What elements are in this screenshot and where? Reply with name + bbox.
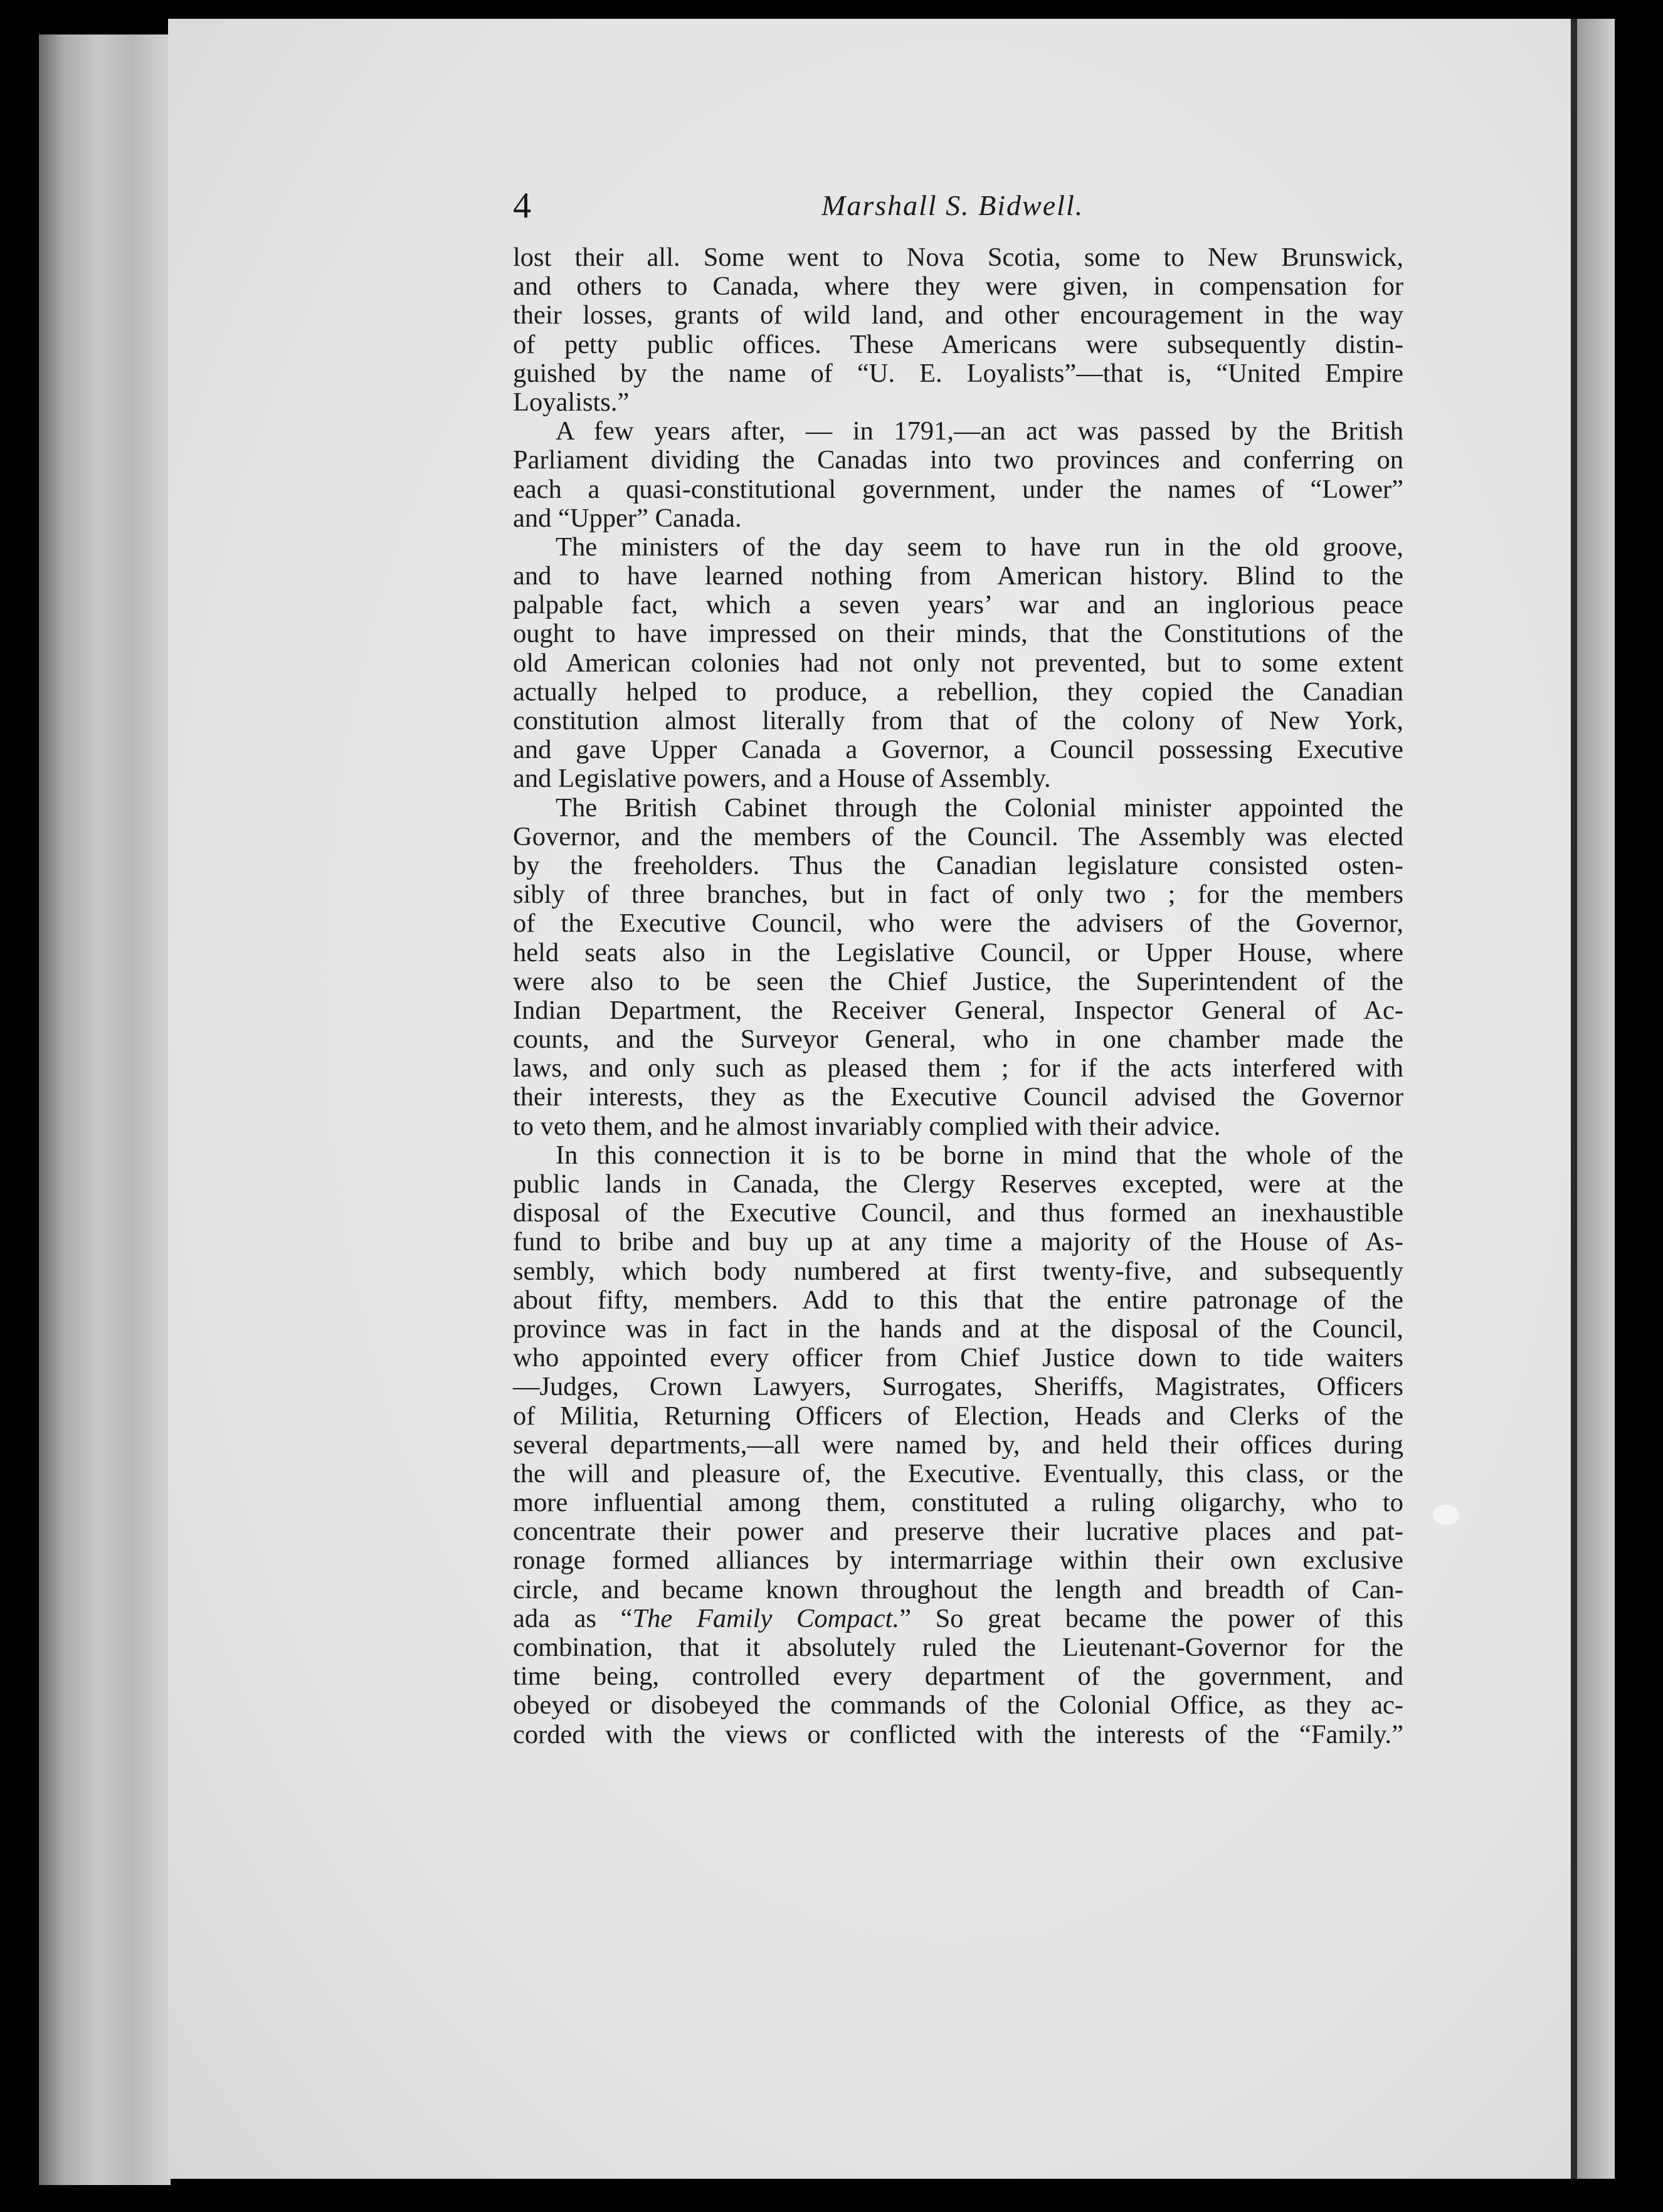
text-line: more influential among them, constituted a ruling oligarchy, who to bbox=[513, 1488, 1403, 1518]
text-line: and Legislative powers, and a House of Assembly. bbox=[513, 764, 1051, 794]
text-line: sibly of three branches, but in fact of only two ; for the members bbox=[513, 880, 1403, 910]
text-line: —Judges, Crown Lawyers, Surrogates, Sheriffs, Magistrates, Officers bbox=[513, 1372, 1403, 1402]
text-line: about fifty, members. Add to this that the entire patronage of the bbox=[513, 1285, 1403, 1315]
text-line: guished by the name of “U. E. Loyalists”—that is, “United Empire bbox=[513, 358, 1403, 388]
text-line: lost their all. Some went to Nova Scotia, some to New Brunswick, bbox=[513, 243, 1403, 272]
italic-phrase: The Family Compact. bbox=[632, 1603, 900, 1633]
text-line: who appointed every officer from Chief Justice down to tide waiters bbox=[513, 1343, 1403, 1373]
text-line: old American colonies had not only not prevented, but to some extent bbox=[513, 648, 1403, 678]
text-line: In this connection it is to be borne in mind that the whole of the bbox=[556, 1140, 1403, 1170]
page-right-edge bbox=[1571, 19, 1577, 2179]
text-line: the will and pleasure of, the Executive. Eventually, this class, or the bbox=[513, 1458, 1403, 1488]
book-binding-edge bbox=[39, 34, 171, 2185]
text-line: combination, that it absolutely ruled the Lieutenant-Governor for the bbox=[513, 1633, 1403, 1662]
text-line: laws, and only such as pleased them ; for if the acts interfered with bbox=[513, 1053, 1403, 1083]
body-text bbox=[513, 243, 1403, 1761]
text-line: Parliament dividing the Canadas into two provinces and conferring on bbox=[513, 445, 1403, 475]
text-line: public lands in Canada, the Clergy Reserves excepted, were at the bbox=[513, 1169, 1403, 1199]
text-line: concentrate their power and preserve their lucrative places and pat- bbox=[513, 1517, 1403, 1547]
text-line: and gave Upper Canada a Governor, a Council possessing Executive bbox=[513, 735, 1403, 765]
text-line: circle, and became known throughout the length and breadth of Can- bbox=[513, 1574, 1403, 1604]
text-line: to veto them, and he almost invariably complied with their advice. bbox=[513, 1111, 1221, 1141]
text-line: sembly, which body numbered at first twenty-five, and subsequently bbox=[513, 1256, 1403, 1286]
text-line: and “Upper” Canada. bbox=[513, 503, 742, 533]
text-line: held seats also in the Legislative Council, or Upper House, where bbox=[513, 937, 1403, 967]
next-page-edge bbox=[1577, 19, 1615, 2179]
page-number: 4 bbox=[513, 185, 531, 226]
text-line: time being, controlled every department of the government, and bbox=[513, 1662, 1403, 1692]
text-line: obeyed or disobeyed the commands of the Colonial Office, as they ac- bbox=[513, 1690, 1403, 1720]
text-line: by the freeholders. Thus the Canadian legislature consisted osten- bbox=[513, 850, 1403, 880]
text-segment: ada as “ bbox=[513, 1603, 633, 1633]
text-line: and to have learned nothing from American history. Blind to the bbox=[513, 561, 1403, 591]
text-line: were also to be seen the Chief Justice, the Superintendent of the bbox=[513, 966, 1403, 996]
scan-speck bbox=[1433, 1505, 1459, 1525]
text-segment: ” So great became the power of this bbox=[899, 1603, 1404, 1633]
text-line: Governor, and the members of the Council. The Assembly was elected bbox=[513, 821, 1403, 851]
text-line: The ministers of the day seem to have run in the old groove, bbox=[556, 532, 1403, 562]
text-line-compact bbox=[513, 1604, 1403, 1633]
text-line: disposal of the Executive Council, and thus formed an inexhaustible bbox=[513, 1198, 1403, 1228]
text-line: their losses, grants of wild land, and other encouragement in the way bbox=[513, 300, 1403, 330]
text-line: ought to have impressed on their minds, that the Constitutions of the bbox=[513, 619, 1403, 649]
text-line: Loyalists.” bbox=[513, 387, 630, 417]
text-line: several departments,—all were named by, and held their offices during bbox=[513, 1430, 1403, 1460]
text-line: Indian Department, the Receiver General, Inspector General of Ac- bbox=[513, 995, 1403, 1025]
text-line: The British Cabinet through the Colonial minister appointed the bbox=[556, 793, 1403, 823]
text-line: actually helped to produce, a rebellion, they copied the Canadian bbox=[513, 677, 1403, 707]
text-line: A few years after, — in 1791,—an act was passed by the British bbox=[556, 416, 1403, 446]
text-line: ronage formed alliances by intermarriage within their own exclusive bbox=[513, 1546, 1403, 1576]
text-line: their interests, they as the Executive Council advised the Governor bbox=[513, 1082, 1403, 1112]
text-line: of the Executive Council, who were the advisers of the Governor, bbox=[513, 908, 1403, 939]
text-line: fund to bribe and buy up at any time a majority of the House of As- bbox=[513, 1227, 1403, 1257]
text-line: of Militia, Returning Officers of Election, Heads and Clerks of the bbox=[513, 1401, 1403, 1431]
text-line: corded with the views or conflicted with the interests of the “Family.” bbox=[513, 1719, 1403, 1749]
text-line: each a quasi-constitutional government, under the names of “Lower” bbox=[513, 474, 1403, 504]
text-line: and others to Canada, where they were given, in compensation for bbox=[513, 271, 1403, 302]
text-line: constitution almost literally from that of the colony of New York, bbox=[513, 706, 1403, 735]
text-line: palpable fact, which a seven years’ war and an inglorious peace bbox=[513, 590, 1403, 620]
running-title: Marshall S. Bidwell. bbox=[821, 189, 1084, 221]
text-line: of petty public offices. These Americans were subsequently distin- bbox=[513, 329, 1403, 359]
text-line: counts, and the Surveyor General, who in one chamber made the bbox=[513, 1024, 1403, 1055]
text-line: province was in fact in the hands and at the disposal of the Council, bbox=[513, 1314, 1403, 1344]
